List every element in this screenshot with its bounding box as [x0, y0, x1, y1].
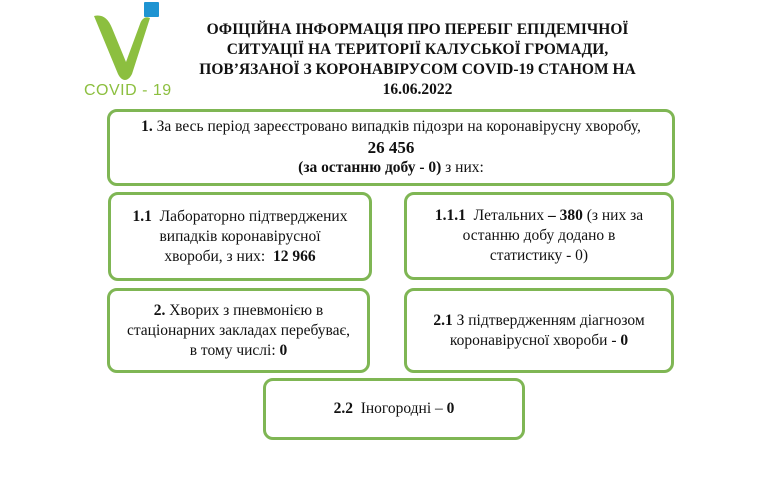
lab-confirmed-line-1: Лабораторно підтверджених: [159, 207, 348, 225]
deaths-value: 380: [559, 207, 583, 224]
lab-confirmed-value: 12 966: [272, 247, 316, 265]
confirmed-diagnosis-line-1: З підтвердженням діагнозом: [456, 311, 645, 329]
total-suspected-text: [141, 117, 641, 137]
nonresident-value: 0: [446, 400, 455, 417]
deaths-line-2: останню добу додано в: [462, 227, 616, 244]
deaths-dash: –: [547, 207, 556, 224]
title-date: 16.06.2022: [382, 81, 453, 98]
covid-v-icon: [88, 2, 168, 84]
title-line-3: ПОВ’ЯЗАНОЇ З КОРОНАВІРУСОМ COVID-19 СТАНОМ НА: [199, 61, 636, 78]
nonresident-text: [334, 399, 455, 419]
logo-text: COVID - 19: [84, 82, 172, 99]
deaths-label: Летальних: [473, 207, 545, 224]
confirmed-diagnosis-line-2: коронавірусної хвороби -: [449, 331, 617, 349]
deaths-line-1-rest: (з них за: [586, 207, 644, 224]
title-line-1: ОФІЦІЙНА ІНФОРМАЦІЯ ПРО ПЕРЕБІГ ЕПІДЕМІЧНОЇ: [206, 21, 629, 38]
box1-description: За весь період зареєстровано випадків підозри на коронавірусну хворобу,: [156, 118, 641, 135]
lab-confirmed-line-2: випадків коронавірусної: [159, 227, 321, 245]
box1-number: 1.: [141, 118, 153, 135]
title-line-2: СИТУАЦІЇ НА ТЕРИТОРІЇ КАЛУСЬКОЇ ГРОМАДИ,: [226, 41, 609, 58]
box1-1-1-number: 1.1.1: [434, 207, 466, 224]
box2-2-number: 2.2: [333, 400, 353, 417]
total-suspected-box: [107, 109, 675, 186]
nonresident-label: Іногородні –: [360, 400, 443, 417]
covid-logo: [80, 2, 176, 102]
pneumonia-line-3: в тому числі:: [189, 341, 276, 359]
box2-number: 2.: [153, 301, 166, 319]
total-suspected-value: 26 456: [367, 138, 415, 157]
last-day-line: [298, 158, 484, 178]
pneumonia-line-2: стаціонарних закладах перебуває,: [126, 321, 351, 339]
lab-confirmed-text: [133, 207, 348, 267]
deaths-line-3: статистику - 0): [489, 247, 589, 264]
lab-confirmed-box: [108, 192, 372, 281]
confirmed-diagnosis-text: [433, 311, 644, 351]
page-title: [180, 20, 655, 100]
deaths-box: [404, 192, 674, 280]
pneumonia-value: 0: [279, 341, 288, 359]
pneumonia-line-1: Хворих з пневмонією в: [169, 301, 324, 319]
box2-1-number: 2.1: [433, 311, 453, 329]
deaths-text: [435, 206, 643, 266]
box1-suffix: з них:: [445, 159, 484, 176]
box1-1-number: 1.1: [132, 207, 152, 225]
lab-confirmed-line-3: хвороби, з них:: [164, 247, 266, 265]
last-day-value: (за останню добу - 0): [298, 159, 442, 176]
pneumonia-text: [127, 301, 350, 361]
confirmed-diagnosis-box: [404, 288, 674, 373]
confirmed-diagnosis-value: 0: [620, 331, 629, 349]
pneumonia-box: [107, 288, 370, 373]
nonresident-box: [263, 378, 525, 440]
